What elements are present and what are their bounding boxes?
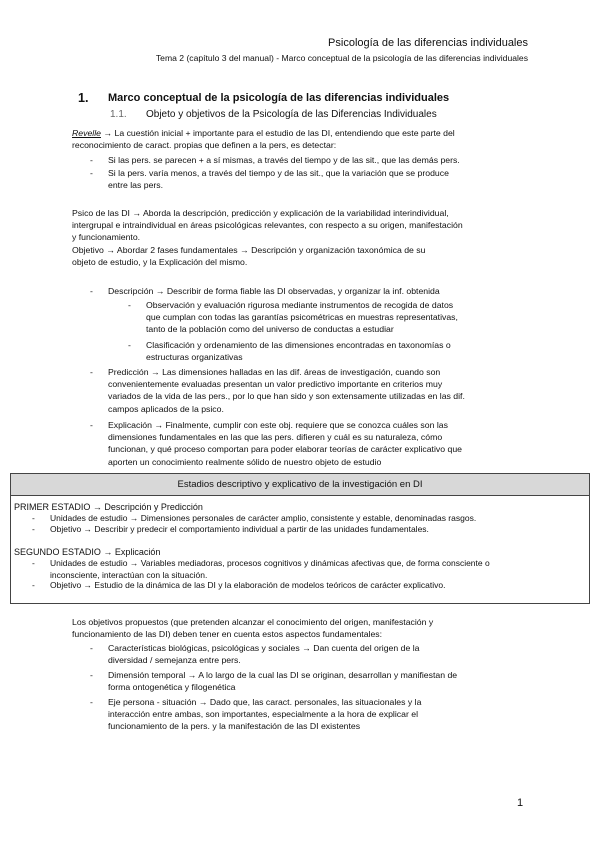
list-item: - Si las pers. se parecen + a sí mismas, a través del tiempo y de las sit., que las demás pers. [90, 155, 460, 165]
objetivos-paragraph: Los objetivos propuestos (que pretenden alcanzar el conocimiento del origen, manifestación y funcionamiento de las DI) deben tener en cuenta estos aspectos fundamentales: [72, 617, 434, 640]
subsection-title: Objeto y objetivos de la Psicología de las Diferencias Individuales [146, 109, 437, 120]
objetivos-list: - Características biológicas, psicológicas y sociales → Dan cuenta del origen de la diversidad / semejanza entre pers. - Dimensión temporal → A lo largo de la cual las DI se originan, desarrollan y manifiestan de forma ontogenética y filogenética - Eje persona - situación → Dado que, las caract. personales, las situacionales y la interacción entre ambas, son importantes, especialmente a la hora de explicar el funcionamiento de la pers. y la manifestación de las DI existentes [90, 643, 458, 732]
page-number: 1 [517, 797, 524, 809]
revelle-line-1: Revelle → La cuestión inicial + importante para el estudio de las DI, entendiendo que este parte del [72, 128, 455, 138]
primer-estadio [14, 502, 584, 535]
document-header-subtitle: Tema 2 (capítulo 3 del manual) - Marco conceptual de la psicología de las diferencias individuales [155, 53, 528, 63]
revelle-bullet-list [90, 154, 528, 194]
segundo-estadio [14, 547, 586, 591]
fases-list: - Descripción → Describir de forma fiable las DI observadas, y organizar la inf. obtenida - Observación y evaluación rigurosa mediante instrumentos de recogida de datos que cumplan con todas las garantías psicométricas en muestras representativas, tanto de la población como del universo de conductas a estudiar - Clasificación y ordenamiento de las dimensiones encontradas en taxonomías o estructuras organizativas - Predicción → Las dimensiones halladas en las dif. áreas de investigación, cuando son convenientemente evaluadas presentan un valor predictivo importante en criterios muy variados de la vida de las pers., por lo que han sido y son extensamente utilizadas en las dif. campos aplicados de la psico. - Explicación → Finalmente, cumplir con este obj. requiere que se conozca cuáles son las dimensiones fundamentales en las que las pers. difieren y cuál es su naturaleza, cómo funcionan, y qué proceso comportan para poder elaborar teorías de carácter explicativo que aporten un conocimiento realmente sólido de nuestro objeto de estudio [90, 286, 465, 467]
revelle-author: Revelle [72, 128, 101, 138]
list-item: - Objetivo → Estudio de la dinámica de las DI y la elaboración de modelos teóricos de carácter explicativo. [32, 580, 446, 591]
subsection-number: 1.1. [110, 109, 127, 120]
document-header-title: Psicología de las diferencias individuales [328, 37, 528, 49]
revelle-paragraph [72, 127, 528, 151]
list-item: - Unidades de estudio → Dimensiones personales de carácter amplio, consistente y estable, denominadas rasgos. [32, 513, 477, 524]
list-item: - Objetivo → Describir y predecir el comportamiento individual a partir de las unidades fundamentales. [32, 524, 429, 535]
psico-di-paragraph: Psico de las DI → Aborda la descripción, predicción y explicación de la variabilidad interindividual, intergrupal e intraindividual en áreas psicológicas relevantes, con respecto a su origen, manifestación y funcionamiento. Objetivo → Abordar 2 fases fundamentales → Descripción y organización taxonómica de su objeto de estudio, y la Explicación del mismo. [72, 208, 463, 267]
revelle-line-2: reconocimiento de caract. propias que definen a la pers, es detectar: [72, 140, 337, 151]
primer-estadio-title: PRIMER ESTADIO → Descripción y Predicción [14, 502, 203, 512]
section-number: 1. [78, 91, 89, 105]
list-item: - Unidades de estudio → Variables mediadoras, procesos cognitivos y dinámicas afectivas que, de forma consciente o inconsciente, interactúan con la situación. [32, 558, 490, 580]
estadios-box-heading: Estadios descriptivo y explicativo de la investigación en DI [11, 474, 589, 496]
section-title: Marco conceptual de la psicología de las diferencias individuales [108, 92, 450, 104]
segundo-estadio-title: SEGUNDO ESTADIO → Explicación [14, 547, 161, 557]
estadios-box [10, 473, 590, 604]
list-item: - Si la pers. varía menos, a través del tiempo y de las sit., que la variación que se produce entre las pers. [90, 168, 449, 191]
